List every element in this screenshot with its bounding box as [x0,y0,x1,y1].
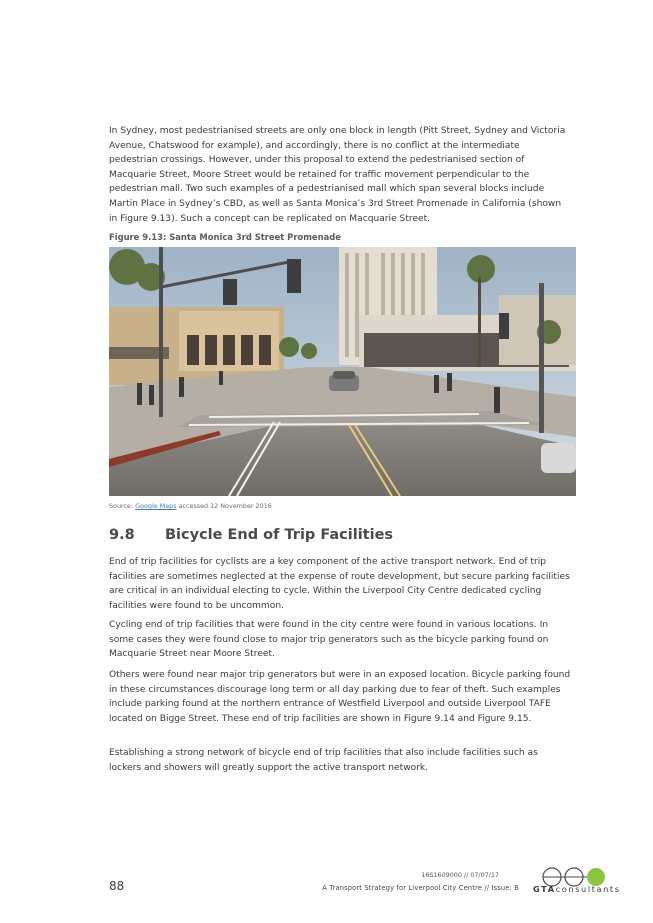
paragraph-4: Establishing a strong network of bicycle end of trip facilities that also include facilities such as lockers and showers will greatly support the active transport network. [109,748,538,773]
section-title: Bicycle End of Trip Facilities [165,527,394,543]
page-number: 88 [109,879,125,893]
logo-light: consultants [555,884,621,894]
source-suffix: accessed 12 November 2016 [176,502,272,510]
paragraph-3: Others were found near major trip generators but were in an exposed location. Bicycle parking found in these circumstances discourage long term or all day parking due to fear of theft. Such examples include parking found at the northern entrance of Westfield Liverpool and outside Liverpool TAFE located on Bigge Street. These end of trip facilities are shown in Figure 9.14 and Figure 9.15. [109,670,571,724]
figure-source [109,502,272,510]
section-number: 9.8 [109,527,135,543]
google-maps-link[interactable]: Google Maps [135,502,177,510]
figure-caption: Figure 9.13: Santa Monica 3rd Street Promenade [109,232,341,242]
paragraph-1: End of trip facilities for cyclists are a key component of the active transport network. End of trip facilities are sometimes neglected at the expense of route development, but secure parking facilities are critical in an individual electing to cycle. Within the Liverpool City Centre dedicated cycling facilities were found to be uncommon. [109,557,570,611]
footer-document-title: A Transport Strategy for Liverpool City Centre // Issue: B [322,884,519,892]
section-heading [109,527,393,543]
intro-paragraph: In Sydney, most pedestrianised streets are only one block in length (Pitt Street, Sydney and Victoria Avenue, Chatswood for example), and accordingly, there is no conflict at the intermediate pedestrian crossings. However, under this proposal to extend the pedestrianised section of Macquarie Street, Moore Street would be retained for traffic movement perpendicular to the pedestrian mall. Two such examples of a pedestrianised mall which span several blocks include Martin Place in Sydney’s CBD, as well as Santa Monica’s 3rd Street Promenade in California (shown in Figure 9.13). Such a concept can be replicated on Macquarie Street. [109,126,566,224]
source-prefix: Source: [109,502,136,510]
paragraph-2: Cycling end of trip facilities that were found in the city centre were found in various locations. In some cases they were found close to major trip generators such as the bicycle parking found on Macquarie Street near Moore Street. [109,620,549,660]
logo-bold: GTA [533,884,556,894]
street-scene-image [109,247,576,496]
company-logo-text [533,884,621,894]
footer-reference: 16S1609000 // 07/07/17 [421,871,499,879]
street-photo [109,247,576,496]
